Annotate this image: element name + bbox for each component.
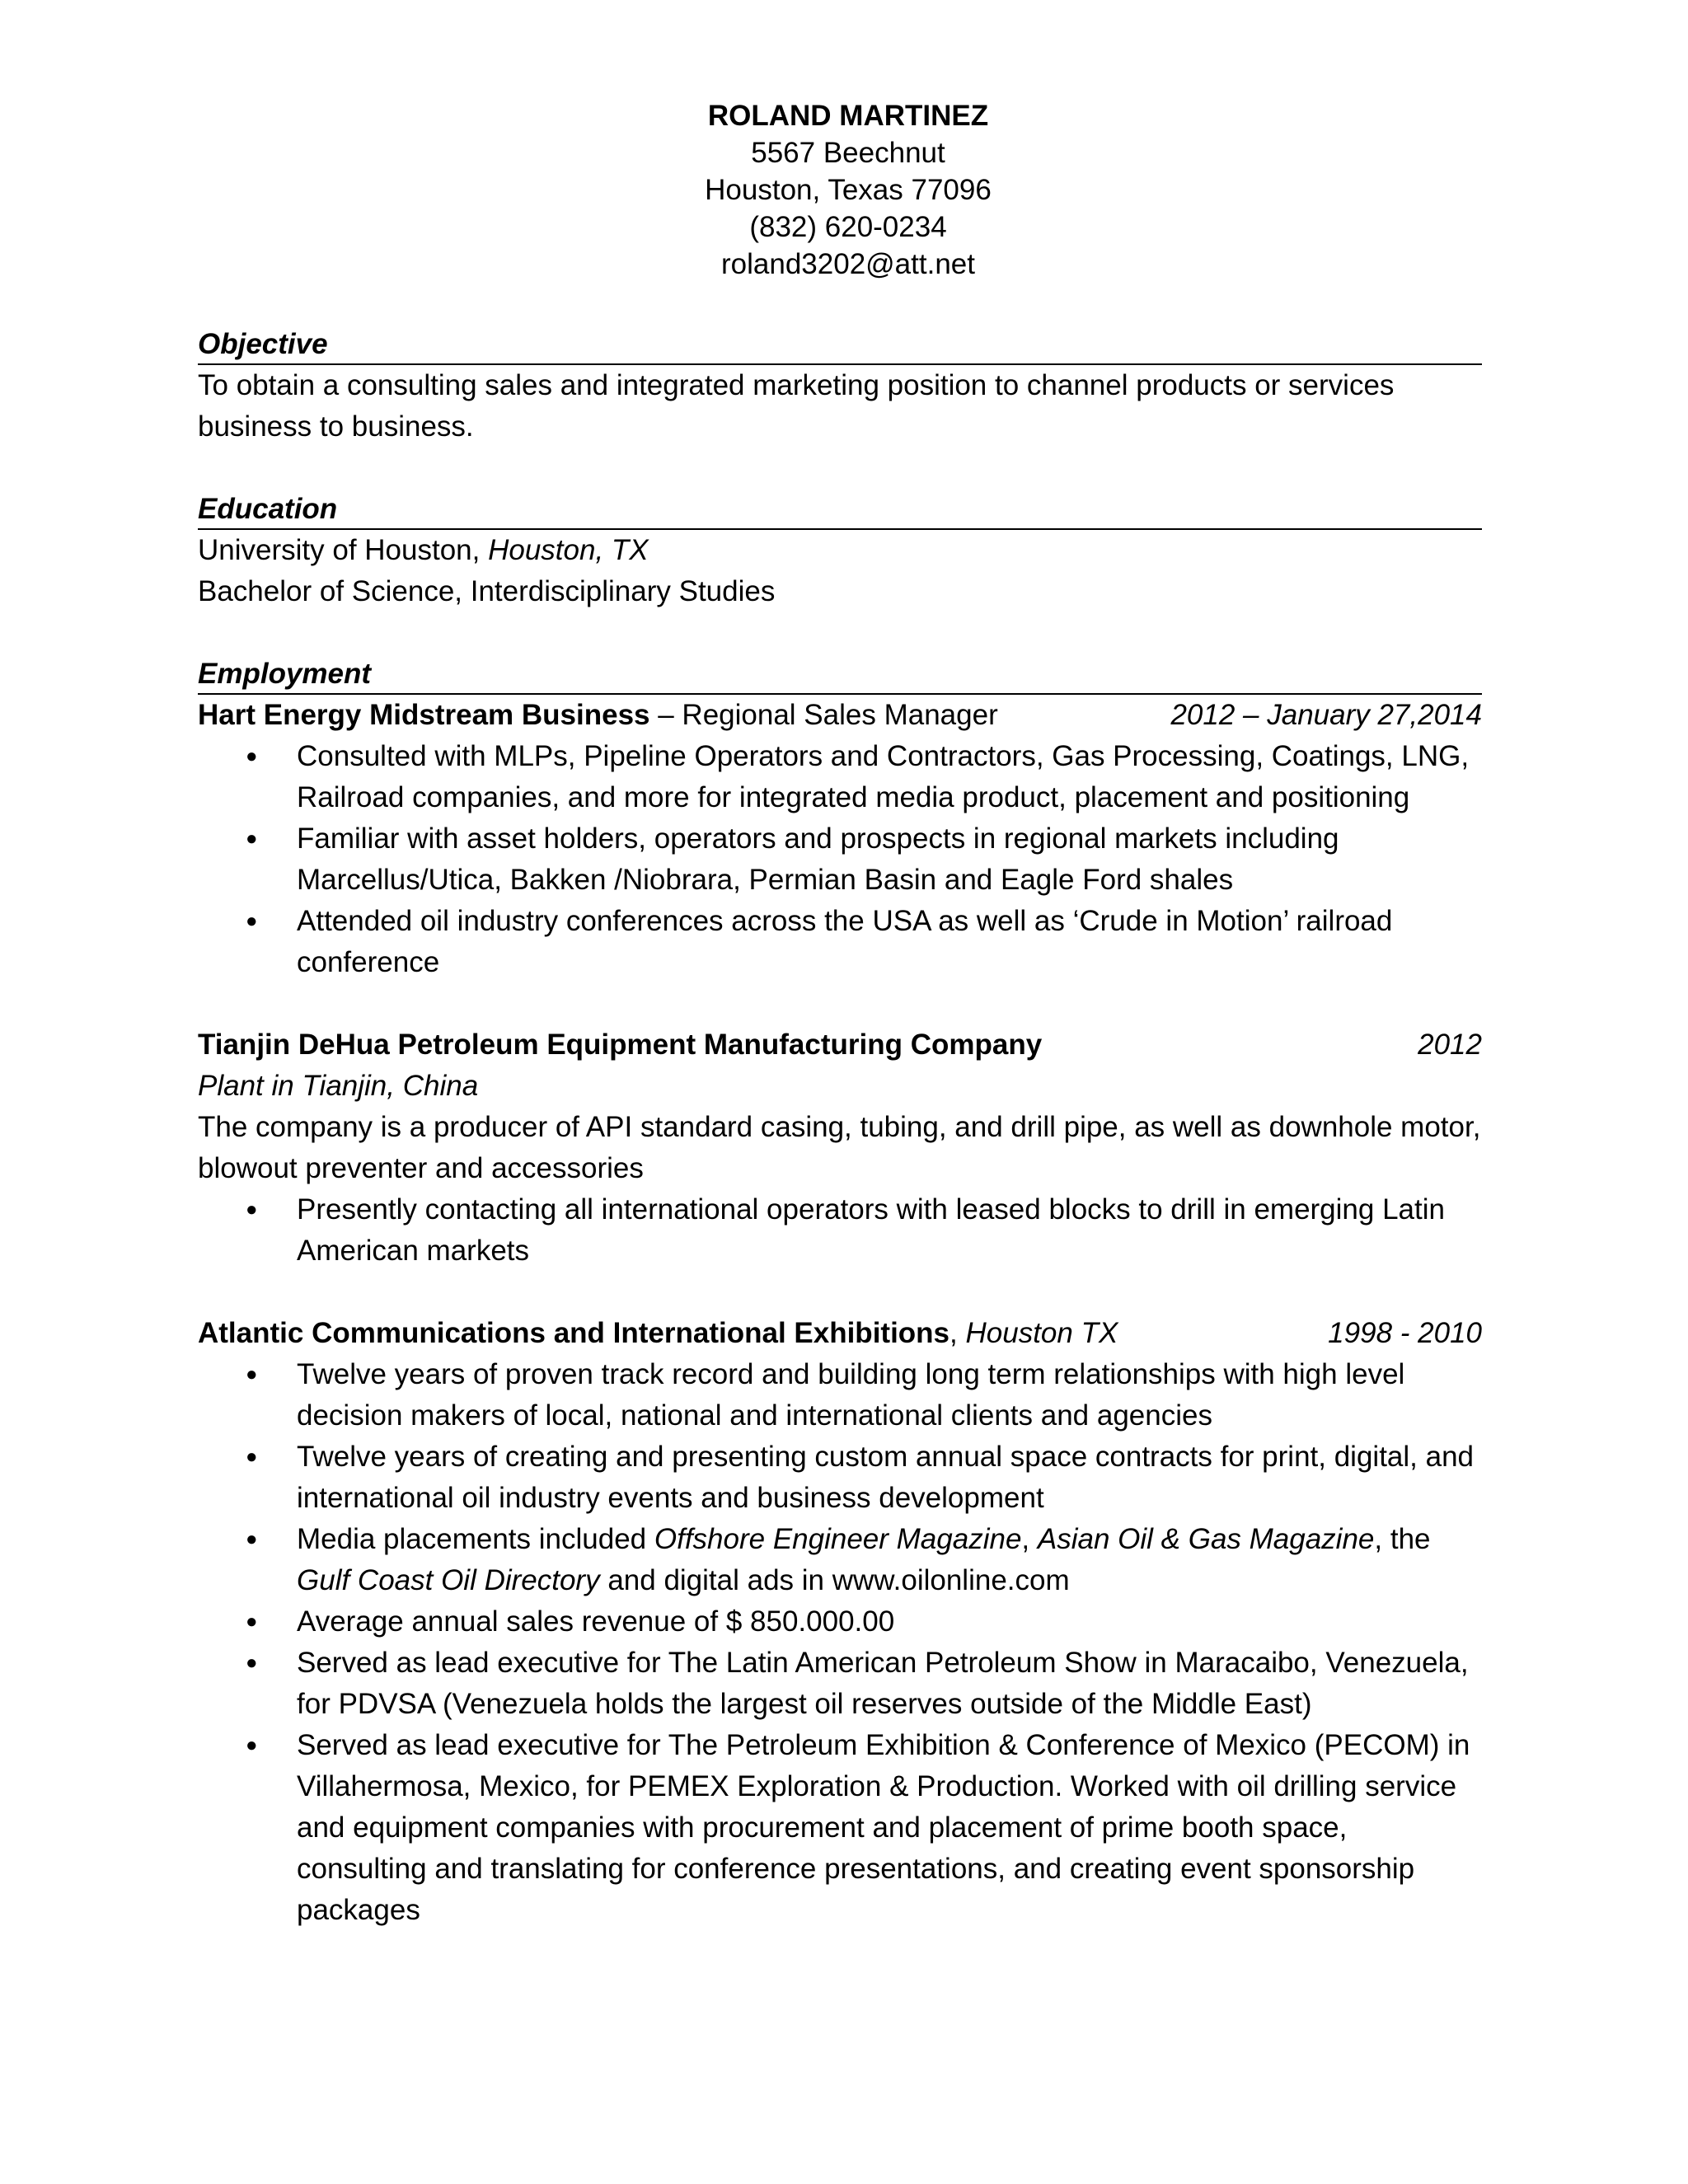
list-item: ● Attended oil industry conferences across the USA as well as ‘Crude in Motion’ railroad conference <box>297 901 1482 983</box>
job-hart-energy <box>198 695 1482 983</box>
list-item: ● Twelve years of proven track record and building long term relationships with high level decision makers of local, national and international clients and agencies <box>297 1354 1482 1436</box>
list-item: ● Consulted with MLPs, Pipeline Operators and Contractors, Gas Processing, Coatings, LNG, Railroad companies, and more for integrated media product, placement and positioning <box>297 736 1482 818</box>
education-school-line <box>198 530 1482 571</box>
section-title-employment: Employment <box>198 655 1482 695</box>
company-name: Tianjin DeHua Petroleum Equipment Manufacturing Company <box>198 1029 1043 1061</box>
objective-text: To obtain a consulting sales and integrated marketing position to channel products or services business to business. <box>198 369 1395 443</box>
list-item: ● Served as lead executive for The Petroleum Exhibition & Conference of Mexico (PECOM) in Villahermosa, Mexico, for PEMEX Exploration & Production. Worked with oil drilling service and equipment companies with procurement and placement of prime booth space, consulting and translating for conference presentations, and creating event sponsorship packages <box>297 1725 1482 1931</box>
school-location: Houston, TX <box>488 534 649 566</box>
company-description: The company is a producer of API standard casing, tubing, and drill pipe, as well as downhole motor, blowout preventer and accessories <box>198 1111 1481 1184</box>
section-title-objective: Objective <box>198 326 1482 365</box>
job-bullets <box>198 736 1482 983</box>
list-item: ● Served as lead executive for The Latin American Petroleum Show in Maracaibo, Venezuela, for PDVSA (Venezuela holds the largest oil reserves outside of the Middle East) <box>297 1643 1482 1725</box>
objective-section <box>198 326 1482 448</box>
company-name: Atlantic Communications and International Exhibitions <box>198 1317 950 1349</box>
publication-title: Gulf Coast Oil Directory <box>297 1564 600 1596</box>
candidate-name: ROLAND MARTINEZ <box>707 100 989 132</box>
list-item: ● Familiar with asset holders, operators and prospects in regional markets including Marcellus/Utica, Bakken /Niobrara, Permian Basin and Eagle Ford shales <box>297 818 1482 901</box>
contact-header <box>214 97 1482 283</box>
phone-number: (832) 620-0234 <box>749 211 947 243</box>
list-item: ● Average annual sales revenue of $ 850.000.00 <box>297 1601 1482 1643</box>
company-name: Hart Energy Midstream Business <box>198 699 650 731</box>
job-dates: 2012 <box>1418 1029 1482 1061</box>
job-bullets <box>198 1189 1482 1272</box>
job-role: – Regional Sales Manager <box>649 699 998 731</box>
job-bullets <box>198 1354 1482 1931</box>
plant-location: Plant in Tianjin, China <box>198 1070 479 1102</box>
job-tianjin-dehua <box>198 1024 1482 1272</box>
publication-title: Offshore Engineer Magazine <box>654 1523 1022 1555</box>
job-heading <box>198 695 1482 736</box>
city-state-zip: Houston, Texas 77096 <box>705 174 992 206</box>
degree: Bachelor of Science, Interdisciplinary Studies <box>198 575 776 607</box>
street-address: 5567 Beechnut <box>751 137 945 169</box>
job-dates: 1998 - 2010 <box>1328 1317 1482 1349</box>
job-heading <box>198 1024 1482 1066</box>
job-dates: 2012 – January 27,2014 <box>1170 699 1482 731</box>
education-section <box>198 490 1482 612</box>
company-location: Houston TX <box>965 1317 1118 1349</box>
employment-section <box>198 655 1482 1931</box>
email-address: roland3202@att.net <box>721 248 975 280</box>
list-item: ● Twelve years of creating and presenting custom annual space contracts for print, digital, and international oil industry events and business development <box>297 1436 1482 1519</box>
list-item: ● Presently contacting all international operators with leased blocks to drill in emerging Latin American markets <box>297 1189 1482 1272</box>
section-title-education: Education <box>198 490 1482 530</box>
school-name: University of Houston, <box>198 534 489 566</box>
list-item-media-placements: ● Media placements included Offshore Engineer Magazine, Asian Oil & Gas Magazine, the Gulf Coast Oil Directory and digital ads in www.oilonline.com <box>297 1519 1482 1601</box>
publication-title: Asian Oil & Gas Magazine <box>1037 1523 1375 1555</box>
job-heading: Atlantic Communications and International Exhibitions, Houston TX 1998 - 2010 <box>198 1313 1482 1354</box>
job-atlantic-communications <box>198 1313 1482 1931</box>
